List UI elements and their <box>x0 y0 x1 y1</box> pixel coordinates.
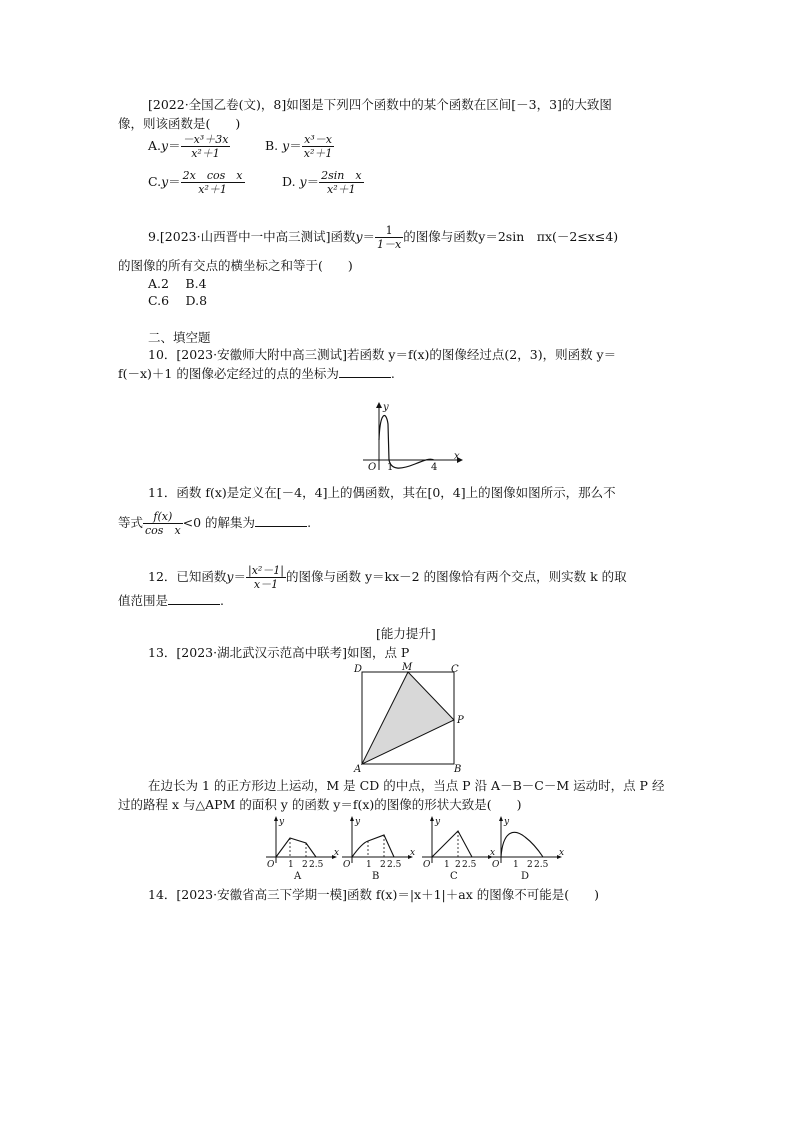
q13-line3: 过的路程 x 与△APM 的面积 y 的函数 y＝f(x)的图像的形状大致是( ) <box>118 797 522 812</box>
q13-line1: 13．[2023·湖北武汉示范高中联考]如图，点 P <box>148 645 410 660</box>
y-axis-arrow <box>376 402 382 408</box>
square-figure <box>350 660 470 775</box>
svg-text:O: O <box>423 860 431 870</box>
section-advanced-title: [能力提升] <box>376 626 436 641</box>
option-label-d: D <box>521 871 530 880</box>
q9-options-row2: C.6 D.8 <box>148 293 208 308</box>
svg-text:2.5: 2.5 <box>387 860 402 870</box>
vertex-c-label: C <box>451 664 459 675</box>
svg-text:2.5: 2.5 <box>309 860 324 870</box>
svg-text:2.5: 2.5 <box>534 860 549 870</box>
svg-text:1: 1 <box>366 860 372 870</box>
q12-line1: 12．已知函数y＝ $\frac{\text{|x²－1|}}{x-1}$ 的图像与函数 y＝kx－2 的图像恰有两个交点，则实数 k 的取 <box>148 564 627 591</box>
q11-graph <box>355 400 465 474</box>
q9-line1: 9.[2023·山西晋中一中高三测试]函数y＝ $\frac{1}{1-x}$ 的图像与函数y＝2sin πx(－2≤x≤4) <box>148 224 619 251</box>
option-label-c: C <box>450 871 458 880</box>
vertex-a-label: A <box>354 764 362 775</box>
answer-blank <box>255 515 307 527</box>
mini-graph-b[interactable] <box>338 815 418 883</box>
answer-blank <box>339 366 391 378</box>
q11-fraction: $\frac{f(x)}{\text{cos x}}$ <box>145 510 181 537</box>
option-b-label: B. <box>265 138 279 153</box>
q9-options-row1: A.2 B.4 <box>148 276 207 291</box>
q10-line1: 10．[2023·安徽师大附中高三测试]若函数 y＝f(x)的图像经过点(2，3)，则函数 y＝ <box>148 347 617 362</box>
curve-d <box>501 832 543 857</box>
option-d-label: D. <box>282 174 296 189</box>
q8-option-d: D. y＝ $\frac{\text{2sin x}}{\text{x²＋1}}$ <box>282 169 362 196</box>
q8-option-a: A.y＝ $\frac{\text{－x³＋3x}}{\text{x²＋1}}$ <box>148 133 229 160</box>
answer-blank <box>168 593 220 605</box>
mini-graph-c[interactable] <box>418 815 498 883</box>
q12-fraction: $\frac{\text{|x²－1|}}{x-1}$ <box>247 564 285 591</box>
section-fill-in-title: 二、填空题 <box>148 330 211 345</box>
q8-option-b: B. y＝ $\frac{\text{x³－x}}{\text{x²＋1}}$ <box>265 133 333 160</box>
q8-line2: 像，则该函数是( ) <box>118 116 241 131</box>
graph-tick-1: 1 <box>387 462 394 473</box>
q10-line2: f(－x)＋1 的图像必定经过的点的坐标为 . <box>118 366 395 381</box>
vertex-b-label: B <box>454 764 462 775</box>
graph-y-label: y <box>383 402 389 413</box>
svg-text:x: x <box>334 848 340 858</box>
svg-text:2: 2 <box>380 860 386 870</box>
svg-text:O: O <box>343 860 351 870</box>
svg-text:2.5: 2.5 <box>462 860 477 870</box>
vertex-p-label: P <box>457 715 464 726</box>
q11-line1: 11．函数 f(x)是定义在[－4，4]上的偶函数，其在[0，4]上的图像如图所示，那么不 <box>148 485 616 500</box>
svg-text:1: 1 <box>513 860 519 870</box>
svg-text:2: 2 <box>527 860 533 870</box>
option-c-label: C. <box>148 174 162 189</box>
q11-line2: 等式 $\frac{f(x)}{\text{cos x}}$ <0 的解集为 . <box>118 510 312 537</box>
q12-line2: 值范围是 . <box>118 593 224 608</box>
svg-text:1: 1 <box>288 860 294 870</box>
option-c-fraction: $\frac{\text{2x cos x}}{\text{x²＋1}}$ <box>182 169 243 196</box>
option-a-fraction: $\frac{\text{－x³＋3x}}{\text{x²＋1}}$ <box>182 133 229 160</box>
svg-text:x: x <box>490 848 496 858</box>
svg-text:2: 2 <box>302 860 308 870</box>
svg-text:y: y <box>355 817 361 827</box>
vertex-d-label: D <box>354 664 363 675</box>
svg-text:y: y <box>435 817 441 827</box>
q13-line2: 在边长为 1 的正方形边上运动，M 是 CD 的中点，当点 P 沿 A－B－C－M 运动时，点 P 经 <box>148 778 665 793</box>
option-a-label: A. <box>148 138 162 153</box>
q9-line2: 的图像的所有交点的横坐标之和等于( ) <box>118 258 353 273</box>
svg-text:2: 2 <box>455 860 461 870</box>
curve-c <box>432 831 472 857</box>
option-label-a: A <box>294 871 302 880</box>
q8-option-c: C.y＝ $\frac{\text{2x cos x}}{\text{x²＋1}}$ <box>148 169 243 196</box>
q8-line1: [2022·全国乙卷(文)，8]如图是下列四个函数中的某个函数在区间[－3，3]的大致图 <box>148 97 612 112</box>
svg-text:x: x <box>559 848 565 858</box>
graph-origin-label: O <box>368 462 377 473</box>
mini-graph-d[interactable] <box>487 815 567 883</box>
graph-tick-4: 4 <box>431 462 438 473</box>
svg-text:O: O <box>492 860 500 870</box>
curve-a <box>276 838 316 857</box>
vertex-m-label: M <box>402 662 413 673</box>
svg-text:y: y <box>279 817 285 827</box>
svg-text:x: x <box>410 848 416 858</box>
option-label-b: B <box>372 871 380 880</box>
svg-text:1: 1 <box>444 860 450 870</box>
mini-graph-a[interactable] <box>262 815 342 883</box>
q9-fraction: $\frac{1}{1-x}$ <box>377 224 402 251</box>
option-d-fraction: $\frac{\text{2sin x}}{\text{x²＋1}}$ <box>321 169 362 196</box>
svg-text:y: y <box>504 817 510 827</box>
q14-line1: 14．[2023·安徽省高三下学期一模]函数 f(x)＝|x＋1|＋ax 的图像不可能是( ) <box>148 887 600 902</box>
svg-text:O: O <box>267 860 275 870</box>
option-b-fraction: $\frac{\text{x³－x}}{\text{x²＋1}}$ <box>303 133 333 160</box>
curve-b <box>352 835 394 857</box>
triangle-apm <box>362 672 454 764</box>
graph-x-label: x <box>454 451 460 462</box>
